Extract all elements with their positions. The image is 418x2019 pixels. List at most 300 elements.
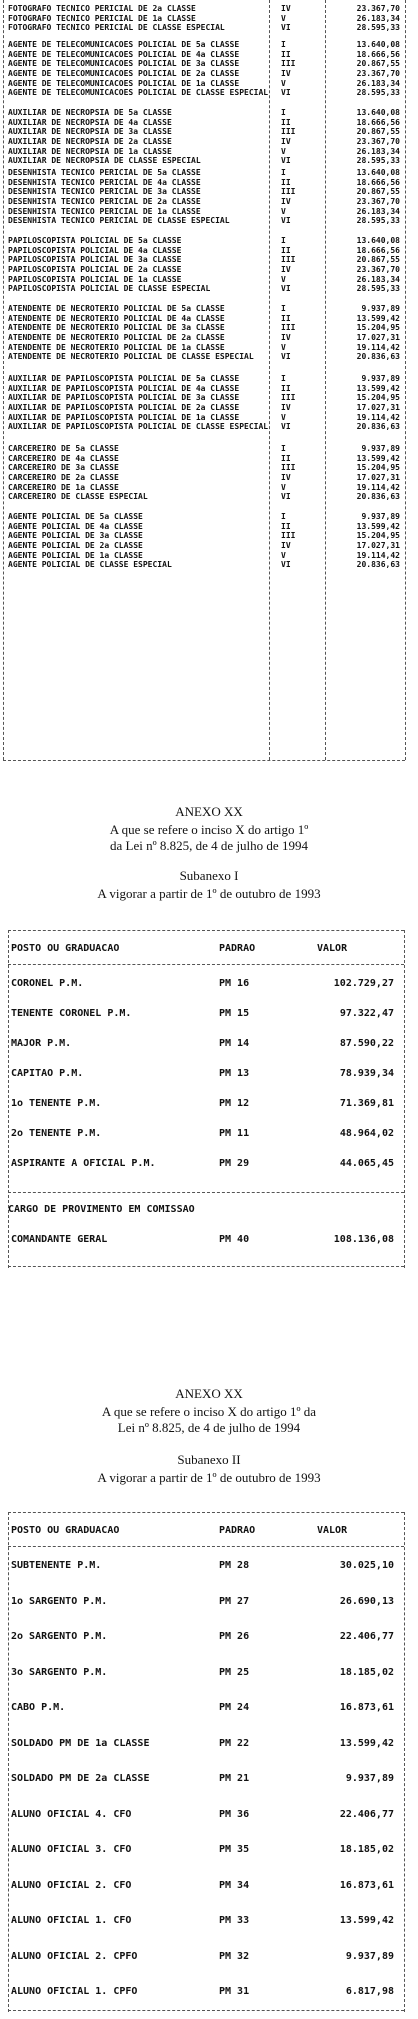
position-title: PAPILOSCOPISTA POLICIAL DE CLASSE ESPECIAL [8, 284, 211, 294]
annex1-table-right-border [404, 930, 405, 1268]
standard-code: PM 21 [219, 1773, 250, 1784]
position-title: AUXILIAR DE NECROPSIA DE CLASSE ESPECIAL [8, 156, 201, 166]
class-level: VI [281, 560, 291, 570]
rank-name: TENENTE CORONEL P.M. [11, 1008, 132, 1019]
salary-value: 102.729,27 [333, 978, 394, 989]
salary-value: 9.937,89 [361, 374, 400, 383]
list-item [3, 284, 405, 294]
standard-code: PM 12 [219, 1098, 250, 1109]
rank-name: CABO P.M. [11, 1702, 66, 1713]
class-level: II [281, 49, 291, 59]
class-level: V [281, 412, 286, 422]
position-title: AUXILIAR DE PAPILOSCOPISTA POLICIAL DE 3a CLASSE [8, 393, 240, 403]
standard-code: PM 29 [219, 1158, 250, 1169]
class-level: IV [281, 197, 291, 207]
position-title: AUXILIAR DE NECROPSIA DE 2a CLASSE [8, 137, 172, 147]
salary-value: 19.114,42 [356, 342, 400, 352]
position-title: AGENTE DE TELECOMUNICACOES POLICIAL DE 3a CLASSE [8, 59, 240, 69]
standard-code: PM 13 [219, 1068, 250, 1079]
salary-group [3, 40, 405, 98]
list-item [3, 454, 405, 464]
standard-code: PM 31 [219, 1986, 250, 1997]
salary-value: 28.595,33 [356, 88, 400, 98]
list-item [3, 473, 405, 483]
salary-value: 19.114,42 [356, 412, 400, 422]
list-item [3, 492, 405, 502]
class-level: IV [281, 473, 291, 483]
class-level: V [281, 146, 286, 156]
salary-value: 108.136,08 [333, 1234, 394, 1245]
salary-value: 87.590,22 [339, 1038, 394, 1049]
standard-code: PM 11 [219, 1128, 250, 1139]
salary-value: 71.369,81 [339, 1098, 394, 1109]
list-item [3, 118, 405, 128]
salary-group [3, 4, 405, 33]
position-title: ATENDENTE DE NECROTERIO POLICIAL DE CLASSE ESPECIAL [8, 352, 254, 362]
class-level: V [281, 274, 286, 284]
position-title: CARCEREIRO DE 2a CLASSE [8, 473, 119, 483]
annex1-section-divider [8, 1192, 404, 1193]
class-level: V [281, 550, 286, 560]
position-title: CARCEREIRO DE 4a CLASSE [8, 453, 119, 463]
standard-code: PM 33 [219, 1915, 250, 1926]
position-title: AUXILIAR DE NECROPSIA DE 1a CLASSE [8, 146, 172, 156]
salary-value: 26.183,34 [356, 78, 400, 88]
list-item [3, 147, 405, 157]
class-level: II [281, 521, 291, 531]
list-item [3, 384, 405, 394]
salary-value: 6.817,98 [345, 1986, 394, 1997]
list-item [3, 40, 405, 50]
salary-value: 13.640,08 [356, 236, 400, 245]
class-level: I [281, 374, 286, 383]
standard-code: PM 15 [219, 1008, 250, 1019]
salary-value: 19.114,42 [356, 482, 400, 492]
salary-group [3, 374, 405, 432]
list-item [3, 14, 405, 24]
salary-value: 23.367,70 [356, 4, 400, 13]
salary-value: 22.406,77 [339, 1808, 394, 1820]
salary-value: 48.964,02 [339, 1128, 394, 1139]
rank-name: 2o TENENTE P.M. [11, 1128, 102, 1139]
position-title: AUXILIAR DE PAPILOSCOPISTA POLICIAL DE 2a CLASSE [8, 403, 240, 413]
annex2-table-right-border [404, 1512, 405, 2012]
list-item [3, 422, 405, 432]
annex1-title: ANEXO XX [175, 804, 243, 819]
class-level: III [281, 187, 296, 197]
list-item [3, 216, 405, 226]
annex1-effective-date: A vigorar a partir de 1º de outubro de 1993 [97, 886, 321, 901]
position-title: CARCEREIRO DE 3a CLASSE [8, 463, 119, 473]
class-level: II [281, 177, 291, 187]
salary-group [3, 108, 405, 166]
position-title: AGENTE DE TELECOMUNICACOES POLICIAL DE 1a CLASSE [8, 78, 240, 88]
class-level: II [281, 245, 291, 255]
salary-value: 20.867,55 [356, 59, 400, 69]
salary-value: 9.937,89 [361, 304, 400, 313]
standard-code: PM 16 [219, 978, 250, 989]
salary-value: 15.204,95 [356, 323, 400, 333]
class-level: III [281, 531, 296, 541]
standard-code: PM 27 [219, 1595, 250, 1607]
position-title: AUXILIAR DE PAPILOSCOPISTA POLICIAL DE 4a CLASSE [8, 383, 240, 393]
list-item [3, 168, 405, 178]
list-item [3, 79, 405, 89]
salary-value: 15.204,95 [356, 393, 400, 403]
list-item [3, 512, 405, 522]
salary-value: 20.867,55 [356, 127, 400, 137]
class-level: IV [281, 69, 291, 79]
class-level: VI [281, 352, 291, 362]
list-item [3, 178, 405, 188]
list-item [3, 127, 405, 137]
list-item [3, 207, 405, 217]
list-item [3, 560, 405, 570]
position-title: PAPILOSCOPISTA POLICIAL DE 1a CLASSE [8, 274, 182, 284]
position-title: ATENDENTE DE NECROTERIO POLICIAL DE 4a CLASSE [8, 313, 225, 323]
class-level: II [281, 453, 291, 463]
position-title: DESENHISTA TECNICO PERICIAL DE 3a CLASSE [8, 187, 201, 197]
salary-value: 13.599,42 [339, 1915, 394, 1926]
rank-name: ALUNO OFICIAL 4. CFO [11, 1808, 132, 1820]
salary-value: 28.595,33 [356, 23, 400, 33]
annex2-table-top-border [8, 1512, 404, 1513]
list-item [3, 304, 405, 314]
class-level: III [281, 463, 296, 473]
salary-value: 97.322,47 [339, 1008, 394, 1019]
rank-name: 3o SARGENTO P.M. [11, 1666, 108, 1678]
position-title: DESENHISTA TECNICO PERICIAL DE CLASSE ESPECIAL [8, 216, 230, 226]
rank-name: CAPITAO P.M. [11, 1068, 84, 1079]
position-title: AGENTE POLICIAL DE 4a CLASSE [8, 521, 143, 531]
column-header-value: VALOR [317, 943, 348, 954]
salary-value: 13.640,08 [356, 40, 400, 49]
list-item [3, 541, 405, 551]
standard-code: PM 25 [219, 1666, 250, 1678]
salary-value: 18.666,56 [356, 117, 400, 127]
list-item [3, 275, 405, 285]
class-level: III [281, 59, 296, 69]
class-level: VI [281, 284, 291, 294]
rank-name: 2o SARGENTO P.M. [11, 1631, 108, 1642]
class-level: VI [281, 422, 291, 432]
salary-value: 23.367,70 [356, 137, 400, 147]
position-title: AGENTE POLICIAL DE 2a CLASSE [8, 541, 143, 551]
standard-code: PM 24 [219, 1702, 250, 1713]
list-item [3, 108, 405, 118]
salary-value: 13.640,08 [356, 108, 400, 117]
salary-value: 28.595,33 [356, 156, 400, 166]
salary-value: 15.204,95 [356, 531, 400, 541]
position-title: DESENHISTA TECNICO PERICIAL DE 1a CLASSE [8, 206, 201, 216]
rank-name: ALUNO OFICIAL 1. CPFO [11, 1986, 138, 1997]
list-item [3, 255, 405, 265]
position-title: AUXILIAR DE PAPILOSCOPISTA POLICIAL DE CLASSE ESPECIAL [8, 422, 269, 432]
class-level: VI [281, 216, 291, 226]
position-title: DESENHISTA TECNICO PERICIAL DE 2a CLASSE [8, 197, 201, 207]
salary-value: 26.183,34 [356, 13, 400, 23]
standard-code: PM 36 [219, 1808, 250, 1820]
salary-group [3, 444, 405, 502]
position-title: DESENHISTA TECNICO PERICIAL DE 4a CLASSE [8, 177, 201, 187]
column-header-value: VALOR [317, 1525, 348, 1536]
class-level: I [281, 444, 286, 453]
column-header-rank: POSTO OU GRADUACAO [11, 1525, 120, 1536]
rank-name: ALUNO OFICIAL 2. CFO [11, 1879, 132, 1891]
rank-name: 1o SARGENTO P.M. [11, 1595, 108, 1607]
class-level: V [281, 342, 286, 352]
list-item [3, 551, 405, 561]
position-title: AUXILIAR DE NECROPSIA DE 3a CLASSE [8, 127, 172, 137]
class-level: II [281, 383, 291, 393]
class-level: I [281, 108, 286, 117]
list-item [3, 444, 405, 454]
column-header-rank: POSTO OU GRADUACAO [11, 943, 120, 954]
list-item [3, 4, 405, 14]
salary-value: 23.367,70 [356, 265, 400, 275]
position-title: AGENTE POLICIAL DE 1a CLASSE [8, 550, 143, 560]
class-level: I [281, 168, 286, 177]
class-level: I [281, 304, 286, 313]
class-level: II [281, 313, 291, 323]
standard-code: PM 35 [219, 1844, 250, 1855]
salary-value: 19.114,42 [356, 550, 400, 560]
class-level: VI [281, 156, 291, 166]
class-level: III [281, 255, 296, 265]
annex2-table-left-border [8, 1512, 9, 2012]
salary-value: 16.873,61 [339, 1879, 394, 1891]
rank-name: MAJOR P.M. [11, 1038, 72, 1049]
annex2-table [8, 1512, 404, 2012]
salary-value: 18.185,02 [339, 1844, 394, 1855]
salary-group [3, 236, 405, 294]
salary-group [3, 168, 405, 226]
position-title: PAPILOSCOPISTA POLICIAL DE 3a CLASSE [8, 255, 182, 265]
column-header-standard: PADRAO [219, 943, 256, 954]
standard-code: PM 26 [219, 1631, 250, 1642]
salary-value: 26.183,34 [356, 206, 400, 216]
rank-name: ALUNO OFICIAL 3. CFO [11, 1844, 132, 1855]
standard-code: PM 32 [219, 1950, 250, 1962]
list-item [3, 352, 405, 362]
position-title: CARCEREIRO DE 1a CLASSE [8, 482, 119, 492]
position-title: AGENTE DE TELECOMUNICACOES POLICIAL DE CLASSE ESPECIAL [8, 88, 269, 98]
salary-value: 28.595,33 [356, 216, 400, 226]
list-item [3, 483, 405, 493]
standard-code: PM 40 [219, 1234, 250, 1245]
class-level: IV [281, 265, 291, 275]
class-level: III [281, 393, 296, 403]
list-item [3, 374, 405, 384]
position-title: DESENHISTA TECNICO PERICIAL DE 5a CLASSE [8, 168, 201, 177]
list-bottom-border [3, 760, 405, 761]
rank-name: CORONEL P.M. [11, 978, 84, 989]
annex1-subannex: Subanexo I [179, 868, 239, 883]
salary-value: 78.939,34 [339, 1068, 394, 1079]
salary-value: 26.183,34 [356, 146, 400, 156]
position-title: ATENDENTE DE NECROTERIO POLICIAL DE 2a CLASSE [8, 333, 225, 343]
position-title: AGENTE POLICIAL DE 5a CLASSE [8, 512, 143, 521]
annex2-table-bottom-border [8, 2010, 404, 2011]
class-level: V [281, 206, 286, 216]
list-item [3, 88, 405, 98]
salary-value: 28.595,33 [356, 284, 400, 294]
class-level: VI [281, 23, 291, 33]
standard-code: PM 28 [219, 1560, 250, 1571]
position-title: PAPILOSCOPISTA POLICIAL DE 2a CLASSE [8, 265, 182, 275]
rank-name: ALUNO OFICIAL 1. CFO [11, 1915, 132, 1926]
class-level: I [281, 512, 286, 521]
annex2-title: ANEXO XX [175, 1386, 243, 1401]
list-item [3, 333, 405, 343]
list-item [3, 197, 405, 207]
annex1-header-divider [8, 964, 404, 965]
position-title: PAPILOSCOPISTA POLICIAL DE 5a CLASSE [8, 236, 182, 245]
standard-code: PM 34 [219, 1879, 250, 1891]
salary-value: 18.666,56 [356, 49, 400, 59]
list-item [3, 246, 405, 256]
class-level: IV [281, 137, 291, 147]
list-item [3, 393, 405, 403]
class-level: IV [281, 403, 291, 413]
salary-value: 26.690,13 [339, 1595, 394, 1607]
list-item [3, 23, 405, 33]
column-header-standard: PADRAO [219, 1525, 256, 1536]
salary-value: 17.027,31 [356, 541, 400, 551]
salary-value: 20.836,63 [356, 560, 400, 570]
list-item [3, 137, 405, 147]
list-item [3, 59, 405, 69]
salary-value: 20.836,63 [356, 422, 400, 432]
list-item [3, 236, 405, 246]
salary-value: 9.937,89 [361, 444, 400, 453]
position-title: CARCEREIRO DE CLASSE ESPECIAL [8, 492, 148, 502]
salary-value: 9.937,89 [345, 1950, 394, 1962]
salary-value: 17.027,31 [356, 333, 400, 343]
salary-value: 20.867,55 [356, 255, 400, 265]
list-item [3, 403, 405, 413]
rank-name: SUBTENENTE P.M. [11, 1560, 102, 1571]
list-item [3, 187, 405, 197]
annex1-reference-line2: da Lei nº 8.825, de 4 de julho de 1994 [110, 838, 308, 853]
position-title: FOTOGRAFO TECNICO PERICIAL DE 2a CLASSE [8, 4, 196, 13]
class-level: V [281, 78, 286, 88]
class-level: III [281, 323, 296, 333]
standard-code: PM 14 [219, 1038, 250, 1049]
salary-value: 18.666,56 [356, 177, 400, 187]
salary-value: 13.599,42 [356, 383, 400, 393]
rank-name: 1o TENENTE P.M. [11, 1098, 102, 1109]
class-level: II [281, 117, 291, 127]
position-title: ATENDENTE DE NECROTERIO POLICIAL DE 5a CLASSE [8, 304, 225, 313]
salary-value: 44.065,45 [339, 1158, 394, 1169]
class-level: I [281, 40, 286, 49]
position-title: ATENDENTE DE NECROTERIO POLICIAL DE 3a CLASSE [8, 323, 225, 333]
list-item [3, 463, 405, 473]
rank-name: SOLDADO PM DE 1a CLASSE [11, 1737, 150, 1749]
list-item [3, 265, 405, 275]
class-level: I [281, 236, 286, 245]
salary-value: 13.599,42 [356, 313, 400, 323]
list-item [3, 522, 405, 532]
salary-value: 9.937,89 [361, 512, 400, 521]
class-level: IV [281, 541, 291, 551]
position-title: ATENDENTE DE NECROTERIO POLICIAL DE 1a CLASSE [8, 342, 225, 352]
position-title: AUXILIAR DE PAPILOSCOPISTA POLICIAL DE 5a CLASSE [8, 374, 240, 383]
annex1-table [8, 930, 404, 1268]
salary-value: 23.367,70 [356, 69, 400, 79]
salary-value: 13.599,42 [339, 1737, 394, 1749]
salary-value: 30.025,10 [339, 1560, 394, 1571]
position-title: AGENTE DE TELECOMUNICACOES POLICIAL DE 4a CLASSE [8, 49, 240, 59]
salary-value: 20.836,63 [356, 352, 400, 362]
list-item [3, 50, 405, 60]
salary-value: 13.640,08 [356, 168, 400, 177]
class-level: IV [281, 333, 291, 343]
annex2-subannex: Subanexo II [177, 1452, 241, 1467]
salary-value: 18.666,56 [356, 245, 400, 255]
position-title: AUXILIAR DE PAPILOSCOPISTA POLICIAL DE 1a CLASSE [8, 412, 240, 422]
salary-value: 18.185,02 [339, 1666, 394, 1678]
list-item [3, 156, 405, 166]
salary-value: 13.599,42 [356, 521, 400, 531]
annex1-table-top-border [8, 930, 404, 931]
position-title: AGENTE POLICIAL DE CLASSE ESPECIAL [8, 560, 172, 570]
class-level: VI [281, 88, 291, 98]
position-title: AGENTE POLICIAL DE 3a CLASSE [8, 531, 143, 541]
salary-value: 23.367,70 [356, 197, 400, 207]
annex1-table-left-border [8, 930, 9, 1268]
salary-value: 16.873,61 [339, 1702, 394, 1713]
position-title: FOTOGRAFO TECNICO PERICIAL DE 1a CLASSE [8, 13, 196, 23]
list-item [3, 314, 405, 324]
class-level: VI [281, 492, 291, 502]
position-title: AGENTE DE TELECOMUNICACOES POLICIAL DE 2a CLASSE [8, 69, 240, 79]
list-item [3, 323, 405, 333]
salary-value: 13.599,42 [356, 453, 400, 463]
salary-value: 20.867,55 [356, 187, 400, 197]
class-level: V [281, 482, 286, 492]
salary-value: 9.937,89 [345, 1773, 394, 1784]
annex1-reference-line1: A que se refere o inciso X do artigo 1º [109, 822, 309, 837]
class-level: V [281, 13, 286, 23]
annex2-reference-line2: Lei nº 8.825, de 4 de julho de 1994 [117, 1420, 301, 1435]
class-level: IV [281, 4, 291, 13]
rank-name: SOLDADO PM DE 2a CLASSE [11, 1773, 150, 1784]
position-title: AGENTE DE TELECOMUNICACOES POLICIAL DE 5a CLASSE [8, 40, 240, 49]
position-title: AUXILIAR DE NECROPSIA DE 4a CLASSE [8, 117, 172, 127]
annex2-reference-line1: A que se refere o inciso X do artigo 1º da [101, 1404, 317, 1419]
annex1-section-heading: CARGO DE PROVIMENTO EM COMISSAO [8, 1204, 195, 1215]
salary-value: 22.406,77 [339, 1631, 394, 1642]
salary-value: 17.027,31 [356, 473, 400, 483]
annex2-effective-date: A vigorar a partir de 1º de outubro de 1993 [97, 1470, 321, 1485]
annex2-header-divider [8, 1546, 404, 1547]
salary-group [3, 512, 405, 570]
salary-value: 17.027,31 [356, 403, 400, 413]
annex1-table-bottom-border [8, 1266, 404, 1267]
rank-name: COMANDANTE GERAL [11, 1234, 108, 1245]
salary-group [3, 304, 405, 362]
rank-name: ASPIRANTE A OFICIAL P.M. [11, 1158, 156, 1169]
list-item [3, 531, 405, 541]
list-right-border [405, 0, 406, 760]
salary-value: 20.836,63 [356, 492, 400, 502]
position-title: AUXILIAR DE NECROPSIA DE 5a CLASSE [8, 108, 172, 117]
salary-value: 26.183,34 [356, 274, 400, 284]
list-item [3, 413, 405, 423]
position-title: PAPILOSCOPISTA POLICIAL DE 4a CLASSE [8, 245, 182, 255]
